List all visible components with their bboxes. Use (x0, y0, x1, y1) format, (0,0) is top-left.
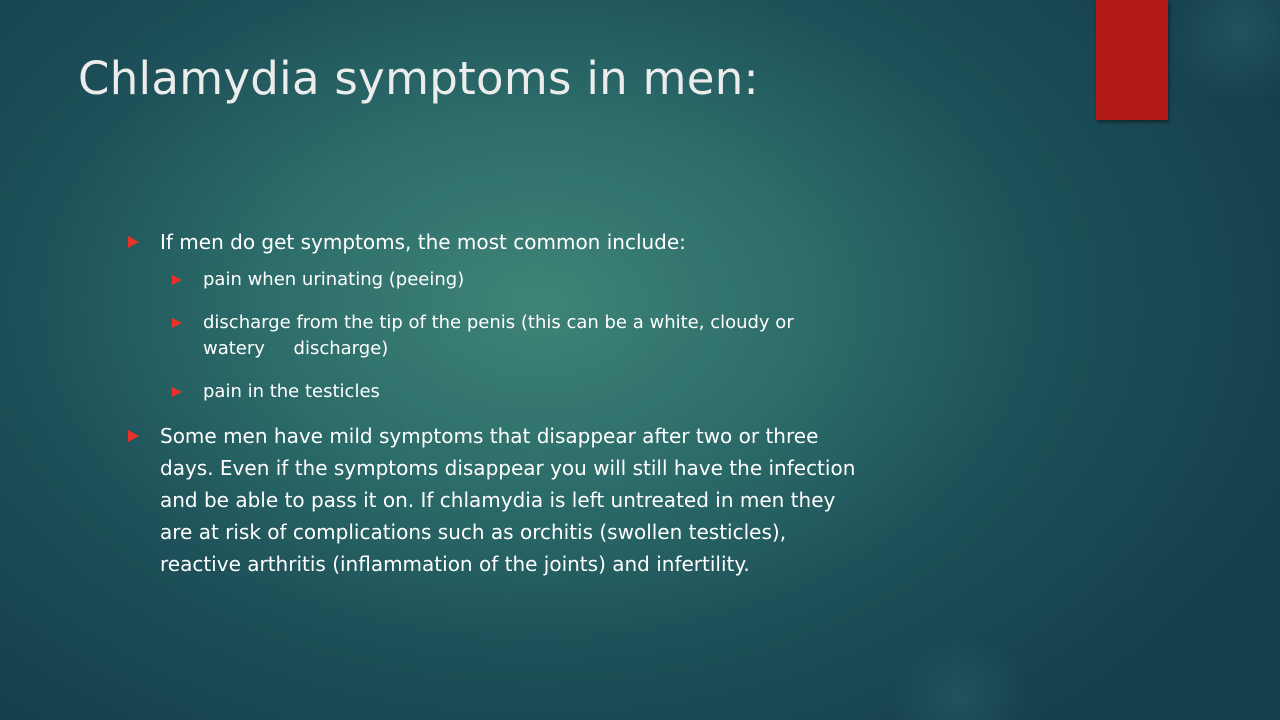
bullet-text-line: days. Even if the symptoms disappear you will still have the infection (160, 456, 856, 480)
bullet-arrow-icon (172, 275, 182, 285)
sub-bullet-item (172, 310, 1048, 362)
slide-title: Chlamydia symptoms in men: (78, 52, 759, 105)
sub-bullet-text-line: discharge from the tip of the penis (this can be a white, cloudy or (203, 312, 794, 333)
bullet-item (128, 226, 1048, 258)
sub-bullet-item (172, 267, 1048, 293)
background-glow (1160, 0, 1280, 100)
bullet-text-line: Some men have mild symptoms that disappear after two or three (160, 424, 819, 448)
bullet-text: If men do get symptoms, the most common include: (160, 230, 686, 254)
bullet-arrow-icon (172, 387, 182, 397)
slide-content (128, 226, 1048, 580)
bullet-item (128, 420, 1048, 580)
sub-bullet-text: pain when urinating (peeing) (203, 269, 465, 290)
sub-bullet-text: pain in the testicles (203, 381, 380, 402)
bullet-arrow-icon (128, 236, 139, 248)
bullet-arrow-icon (128, 430, 139, 442)
accent-bar (1096, 0, 1168, 120)
background-glow (880, 640, 1040, 720)
sub-bullet-item (172, 379, 1048, 405)
bullet-arrow-icon (172, 318, 182, 328)
bullet-text-line: are at risk of complications such as orchitis (swollen testicles), (160, 520, 787, 544)
sub-bullet-text-line: watery discharge) (203, 338, 389, 359)
bullet-text-line: and be able to pass it on. If chlamydia is left untreated in men they (160, 488, 836, 512)
bullet-text-line: reactive arthritis (inflammation of the joints) and infertility. (160, 552, 750, 576)
